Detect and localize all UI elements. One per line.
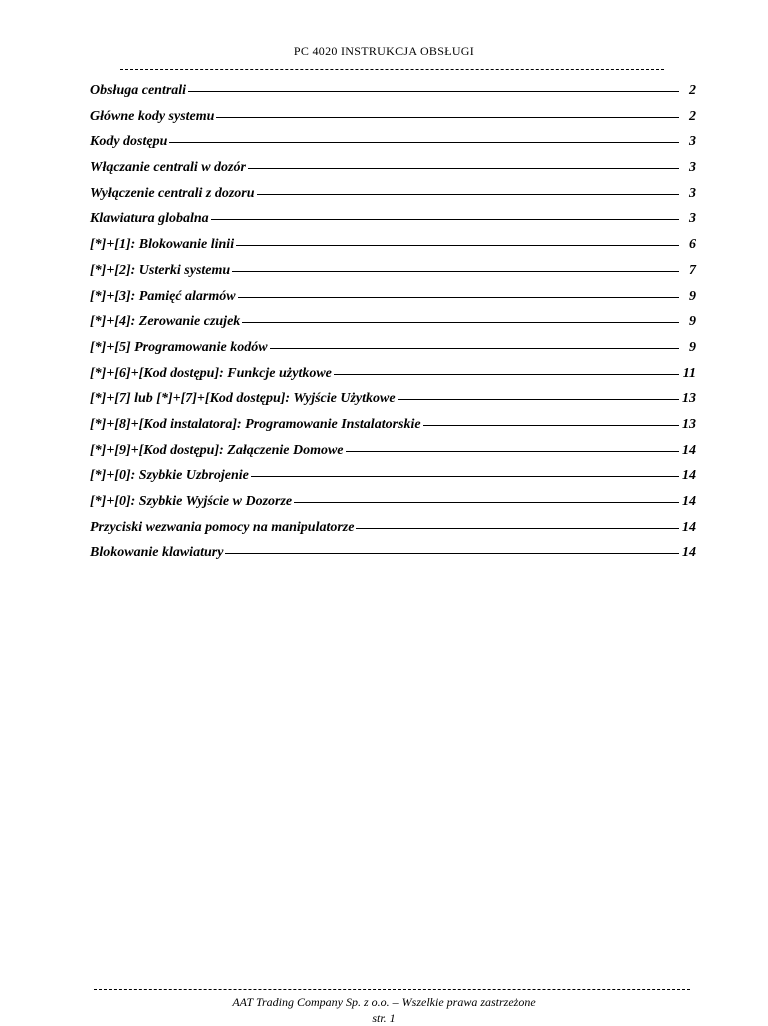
toc-entry-title: [*]+[1]: Blokowanie linii (90, 237, 235, 253)
toc-entry-page: 3 (689, 134, 696, 150)
toc-entry-title: [*]+[2]: Usterki systemu (90, 262, 231, 278)
toc-entry[interactable] (90, 289, 696, 315)
toc-entry-page: 13 (682, 391, 696, 407)
toc-entry-title: Blokowanie klawiatury (90, 545, 224, 561)
table-of-contents (90, 83, 696, 571)
toc-entry-page: 14 (682, 442, 696, 458)
toc-entry-page: 9 (689, 314, 696, 330)
toc-entry-page: 9 (689, 288, 696, 304)
toc-leader-line (238, 297, 679, 298)
toc-entry-page: 3 (689, 211, 696, 227)
toc-entry-title: Włączanie centrali w dozór (90, 160, 246, 176)
toc-entry-page: 9 (689, 339, 696, 355)
page-header: PC 4020 INSTRUKCJA OBSŁUGI (293, 44, 475, 58)
toc-entry-title: [*]+[0]: Szybkie Wyjście w Dozorze (90, 494, 293, 509)
toc-entry-page: 2 (689, 108, 696, 124)
toc-leader-line (211, 219, 679, 220)
toc-leader-line (356, 528, 679, 529)
toc-entry[interactable] (90, 160, 696, 186)
header-divider (120, 69, 664, 70)
toc-entry[interactable] (90, 391, 696, 417)
toc-entry[interactable] (90, 237, 696, 263)
toc-entry-title: [*]+[3]: Pamięć alarmów (90, 288, 236, 304)
toc-entry-page: 6 (689, 237, 696, 253)
toc-entry-title: Wyłączenie centrali z dozoru (90, 185, 255, 201)
toc-entry-title: [*]+[5] Programowanie kodów (90, 339, 268, 355)
toc-leader-line (334, 374, 679, 375)
toc-leader-line (257, 194, 679, 195)
toc-entry-page: 13 (682, 416, 696, 432)
toc-entry[interactable] (90, 443, 696, 469)
toc-entry[interactable] (90, 211, 696, 237)
toc-leader-line (346, 451, 679, 452)
toc-entry-page: 7 (689, 262, 696, 278)
toc-leader-line (225, 553, 679, 554)
toc-entry[interactable] (90, 468, 696, 494)
toc-entry[interactable] (90, 494, 696, 520)
toc-entry-title: [*]+[0]: Szybkie Uzbrojenie (90, 468, 249, 484)
toc-entry-title: Obsługa centrali (90, 83, 187, 98)
toc-entry[interactable] (90, 340, 696, 366)
toc-leader-line (248, 168, 679, 169)
toc-entry-title: Przyciski wezwania pomocy na manipulatorze (90, 519, 355, 535)
toc-entry-title: [*]+[7] lub [*]+[7]+[Kod dostępu]: Wyjście Użytkowe (90, 391, 396, 407)
toc-entry[interactable] (90, 83, 696, 109)
toc-entry-page: 14 (682, 545, 696, 561)
toc-entry-page: 14 (682, 468, 696, 484)
toc-entry-title: Główne kody systemu (90, 108, 215, 124)
toc-entry[interactable] (90, 314, 696, 340)
toc-entry-title: Klawiatura globalna (90, 211, 209, 227)
footer-divider (94, 989, 690, 990)
toc-leader-line (423, 425, 679, 426)
toc-entry-title: Kody dostępu (90, 134, 168, 150)
footer-page-number: str. 1 (372, 1011, 396, 1025)
toc-leader-line (236, 245, 679, 246)
toc-entry-page: 3 (689, 185, 696, 201)
toc-entry-title: [*]+[4]: Zerowanie czujek (90, 314, 241, 330)
toc-entry[interactable] (90, 109, 696, 135)
toc-leader-line (251, 476, 679, 477)
footer-copyright: AAT Trading Company Sp. z o.o. – Wszelkie prawa zastrzeżone (232, 995, 536, 1009)
toc-leader-line (169, 142, 679, 143)
toc-entry[interactable] (90, 520, 696, 546)
toc-leader-line (232, 271, 679, 272)
toc-leader-line (216, 117, 679, 118)
toc-entry-title: [*]+[6]+[Kod dostępu]: Funkcje użytkowe (90, 365, 332, 381)
toc-entry[interactable] (90, 134, 696, 160)
toc-entry[interactable] (90, 417, 696, 443)
toc-entry-title: [*]+[8]+[Kod instalatora]: Programowanie Instalatorskie (90, 416, 421, 432)
toc-leader-line (242, 322, 679, 323)
toc-leader-line (188, 91, 679, 92)
toc-entry-page: 14 (682, 494, 696, 509)
toc-leader-line (270, 348, 679, 349)
toc-leader-line (398, 399, 679, 400)
toc-entry[interactable] (90, 186, 696, 212)
toc-entry-page: 11 (682, 365, 696, 381)
toc-leader-line (294, 502, 679, 503)
toc-entry-title: [*]+[9]+[Kod dostępu]: Załączenie Domowe (90, 442, 344, 458)
toc-entry-page: 3 (689, 160, 696, 176)
toc-entry[interactable] (90, 545, 696, 571)
toc-entry[interactable] (90, 366, 696, 392)
toc-entry[interactable] (90, 263, 696, 289)
toc-entry-page: 14 (682, 519, 696, 535)
toc-entry-page: 2 (689, 83, 696, 98)
